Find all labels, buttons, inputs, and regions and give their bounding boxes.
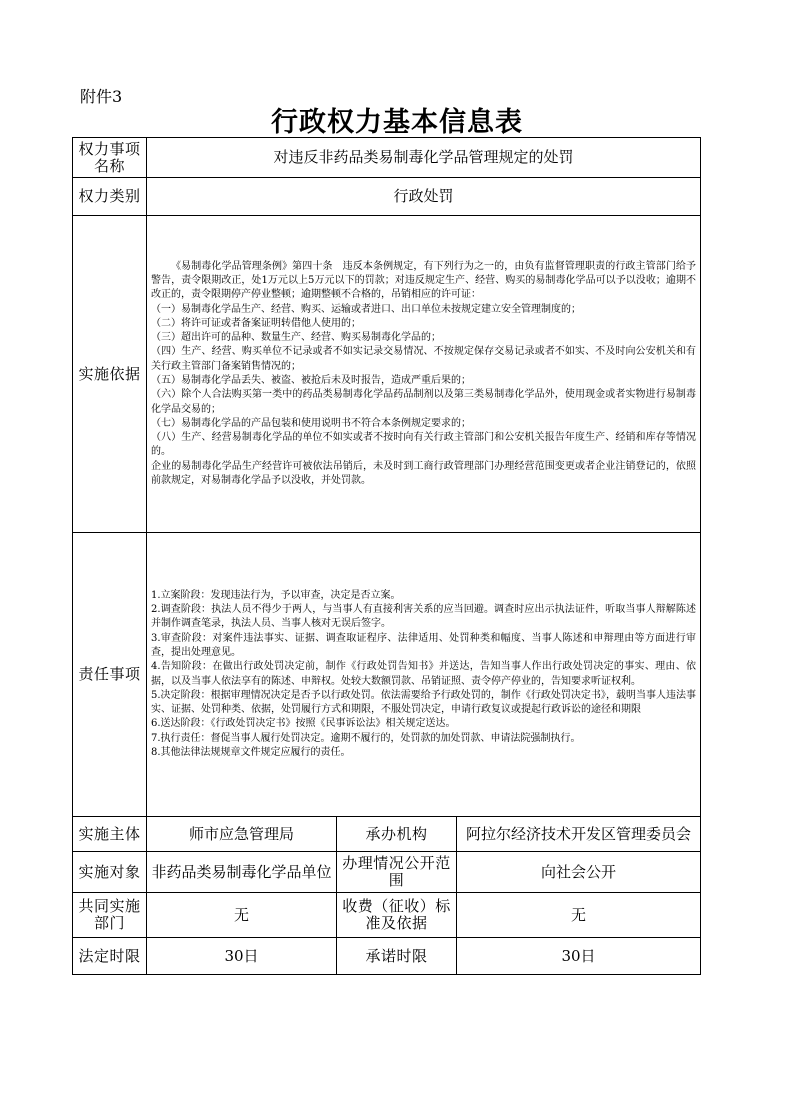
fee-label: 收费（征收）标准及依据 [337,893,457,938]
joint-label: 共同实施部门 [73,893,147,938]
item-name-label: 权力事项名称 [73,138,147,178]
row-target [73,852,701,893]
row-responsibility [73,533,701,817]
page-title: 行政权力基本信息表 [271,107,523,138]
handling-agency-value [457,817,701,852]
basis-paragraph: （七）易制毒化学品的产品包装和使用说明书不符合本条例规定要求的； [151,417,471,429]
row-basis [73,216,701,533]
responsibility-text [151,589,696,761]
item-name-value: 对违反非药品类易制毒化学品管理规定的处罚 [147,138,701,178]
joint-value: 无 [147,893,337,938]
row-time [73,938,701,975]
responsibility-paragraph: 7.执行责任：督促当事人履行处罚决定。逾期不履行的，处罚款的加处罚款、申请法院强制执行。 [151,732,581,744]
basis-paragraph: （五）易制毒化学品丢失、被盗、被抢后未及时报告，造成严重后果的； [151,375,471,386]
fee-value: 无 [457,893,701,938]
category-value: 行政处罚 [147,178,701,216]
target-label: 实施对象 [73,852,147,893]
responsibility-paragraph: 2.调查阶段：执法人员不得少于两人，与当事人有直接利害关系的应当回避。调查时应出示执法证件，听取当事人辩解陈述并制作调查笔录，执法人员、当事人核对无误后签字。 [151,604,697,630]
row-category [73,178,701,216]
basis-paragraph: （四）生产、经营、购买单位不记录或者不如实记录交易情况、不按规定保存交易记录或者不如实、不及时向公安机关和有关行政主管部门备案销售情况的； [151,346,697,372]
basis-text [151,260,696,489]
disclosure-label: 办理情况公开范围 [337,852,457,893]
responsibility-paragraph: 6.送达阶段：《行政处罚决定书》按照《民事诉讼法》相关规定送达。 [151,718,456,730]
responsibility-paragraph: 5.决定阶段：根据审理情况决定是否予以行政处罚。依法需要给予行政处罚的，制作《行政处罚决定书》，载明当事人违法事实、证据、处罚种类、依据，处罚履行方式和期限，不服处罚决定，申请行政复议或提起行政诉讼的途径和期限 [151,689,697,716]
attachment-label: 附件3 [80,87,123,106]
info-table [72,137,701,975]
basis-paragraph: （一）易制毒化学品生产、经营、购买、运输或者进口、出口单位未按规定建立安全管理制度的； [151,303,581,315]
basis-paragraph: （三）超出许可的品种、数量生产、经营、购买易制毒化学品的； [151,332,441,344]
responsibility-paragraph: 4.告知阶段：在做出行政处罚决定前，制作《行政处罚告知书》并送达，告知当事人作出行政处罚决定的事实、理由、依据，以及当事人依法享有的陈述、申辩权。处较大数额罚款、吊销证照、责令停产停业的，告知要求听证权利。 [151,661,697,687]
basis-paragraph: 《易制毒化学品管理条例》第四十条 违反本条例规定，有下列行为之一的，由负有监督管理职责的行政主管部门给予警告，责令限期改正，处1万元以上5万元以下的罚款；对违反规定生产、经营、购买的易制毒化学品可以予以没收；逾期不改正的，责令限期停产停业整顿；逾期整顿不合格的，吊销相应的许可证： [151,260,697,301]
disclosure-value: 向社会公开 [457,852,701,893]
responsibility-label: 责任事项 [73,533,147,817]
responsibility-paragraph: 3.审查阶段：对案件违法事实、证据、调查取证程序、法律适用、处罚种类和幅度、当事人陈述和申辩理由等方面进行审查，提出处理意见。 [151,632,697,658]
basis-cell [147,216,701,533]
subject-label: 实施主体 [73,817,147,852]
basis-paragraph: （八）生产、经营易制毒化学品的单位不如实或者不按时向有关行政主管部门和公安机关报告年度生产、经销和库存等情况的。 [151,432,697,458]
promised-time-value: 30日 [457,938,701,975]
responsibility-cell [147,533,701,817]
legal-time-label: 法定时限 [73,938,147,975]
basis-paragraph: （二）将许可证或者备案证明转借他人使用的； [151,317,361,329]
basis-paragraph: （六）除个人合法购买第一类中的药品类易制毒化学品药品制剂以及第三类易制毒化学品外，使用现金或者实物进行易制毒化学品交易的； [151,389,697,415]
row-joint [73,893,701,938]
subject-value: 师市应急管理局 [147,817,337,852]
target-value: 非药品类易制毒化学品单位 [147,852,337,893]
handling-agency-label: 承办机构 [337,817,457,852]
basis-label: 实施依据 [73,216,147,533]
responsibility-paragraph: 8.其他法律法规规章文件规定应履行的责任。 [151,746,351,758]
row-subject [73,817,701,852]
category-label: 权力类别 [73,178,147,216]
promised-time-label: 承诺时限 [337,938,457,975]
handling-agency-text: 阿拉尔经济技术开发区管理委员会 [466,825,692,843]
basis-paragraph: 企业的易制毒化学品生产经营许可被依法吊销后，未及时到工商行政管理部门办理经营范围变更或者企业注销登记的，依照前款规定，对易制毒化学品予以没收，并处罚款。 [151,460,697,487]
row-item-name [73,138,701,178]
legal-time-value: 30日 [147,938,337,975]
responsibility-paragraph: 1.立案阶段：发现违法行为，予以审查，决定是否立案。 [151,589,401,601]
